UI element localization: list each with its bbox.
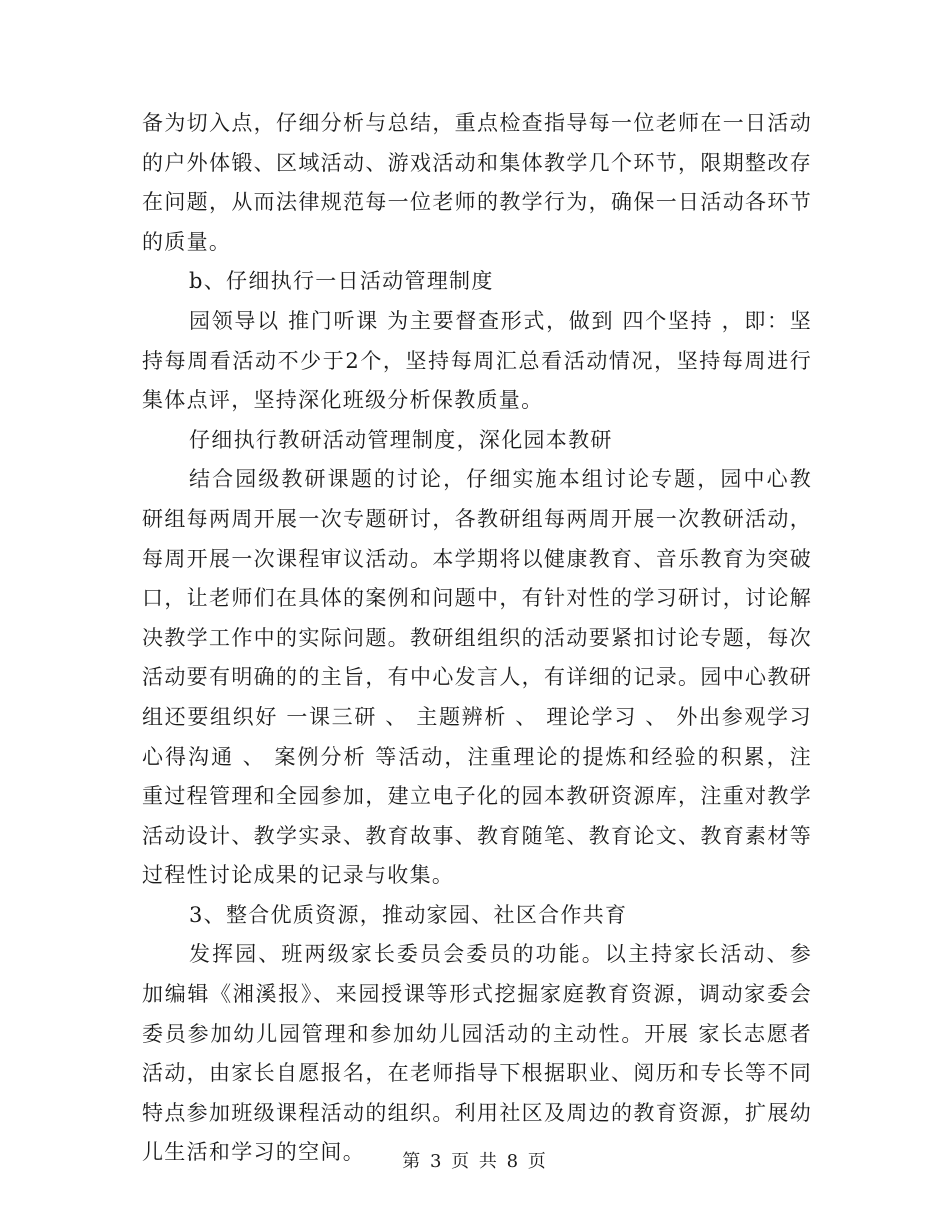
heading-3: 3、整合优质资源，推动家园、社区合作共育 bbox=[189, 902, 628, 927]
page-number-footer: 第 3 页 共 8 页 bbox=[402, 1151, 548, 1172]
paragraph-4: 发挥园、班两级家长委员会委员的功能。以主持家长活动、参加编辑《湘溪报》、来园授课等形式挖掘家庭教育资源，调动家委会委员参加幼儿园管理和参加幼儿园活动的主动性。开展 家长志愿者 活动，由家长自愿报名，在老师指导下根据职业、阅历和专长等不同特点参加班级课程活动的组织。利用社区及周边的教育资源，扩展幼儿生活和学习的空间。 bbox=[142, 942, 812, 1165]
document-body bbox=[142, 104, 812, 1173]
paragraph-3: 结合园级教研课题的讨论，仔细实施本组讨论专题，园中心教研组每两周开展一次专题研讨，各教研组每两周开展一次教研活动，每周开展一次课程审议活动。本学期将以健康教育、音乐教育为突破口，让老师们在具体的案例和问题中，有针对性的学习研讨，讨论解决教学工作中的实际问题。教研组组织的活动要紧扣讨论专题，每次活动要有明确的的主旨，有中心发言人，有详细的记录。园中心教研组还要组织好 一课三研 、 主题辨析 、 理论学习 、 外出参观学习心得沟通 、 案例分析 等活动，注重理论的提炼和经验的积累，注重过程管理和全园参加，建立电子化的园本教研资源库，注重对教学活动设计、教学实录、教育故事、教育随笔、教育论文、教育素材等过程性讨论成果的记录与收集。 bbox=[142, 467, 812, 888]
paragraph-1: 备为切入点，仔细分析与总结，重点检查指导每一位老师在一日活动的户外体锻、区域活动、游戏活动和集体教学几个环节，限期整改存在问题，从而法律规范每一位老师的教学行为，确保一日活动各环节的质量。 bbox=[142, 111, 812, 254]
paragraph-2: 园领导以 推门听课 为主要督查形式，做到 四个坚持 ，即：坚持每周看活动不少于2个，坚持每周汇总看活动情况，坚持每周进行集体点评，坚持深化班级分析保教质量。 bbox=[142, 308, 812, 413]
heading-research: 仔细执行教研活动管理制度，深化园本教研 bbox=[189, 427, 613, 452]
heading-b: b、仔细执行一日活动管理制度 bbox=[189, 269, 494, 294]
